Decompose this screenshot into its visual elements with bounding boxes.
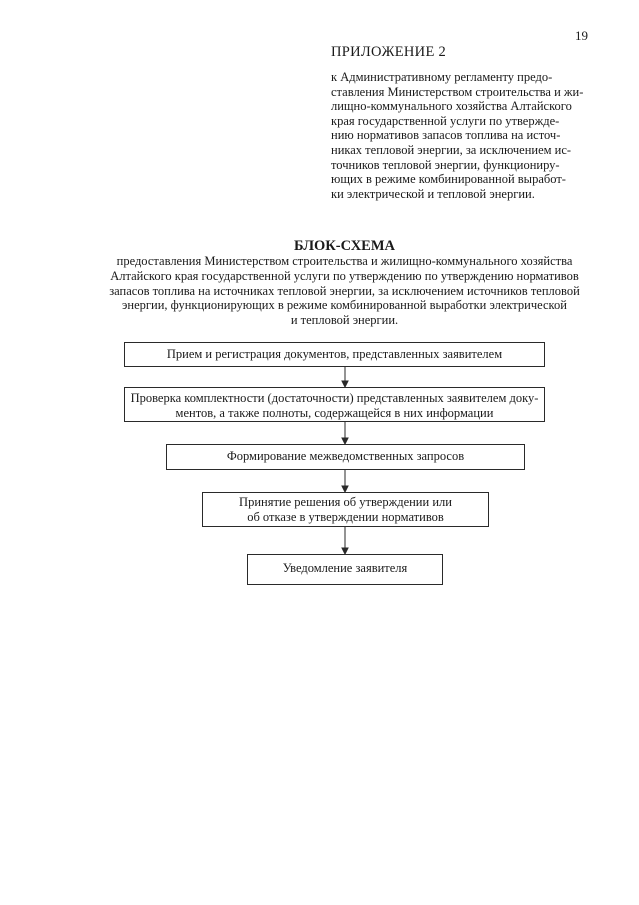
flow-step-text: Прием и регистрация документов, представленных заявителем	[166, 347, 503, 361]
scheme-subtitle-line: Алтайского края государственной услуги по утверждению по утверждению нормативов	[110, 268, 579, 283]
flow-step-text: ментов, а также полноты, содержащейся в них информации	[175, 406, 494, 420]
appendix-caption-line: точников тепловой энергии, функциониру-	[331, 157, 560, 172]
appendix-caption-line: никах тепловой энергии, за исключением ис-	[331, 142, 572, 157]
flow-step-verification	[124, 387, 545, 422]
scheme-title: БЛОК-СХЕМА	[293, 238, 396, 254]
flow-step-text: Формирование межведомственных запросов	[226, 449, 465, 463]
appendix-caption-line: нию нормативов запасов топлива на источ-	[331, 128, 561, 143]
appendix-caption-line: ки электрической и тепловой энергии.	[331, 186, 535, 201]
appendix-caption-line: ставления Министерством строительства и жи-	[331, 84, 584, 99]
scheme-subtitle-line: и тепловой энергии.	[290, 313, 399, 328]
flow-step-text: Уведомление заявителя	[282, 561, 408, 575]
appendix-caption-line: ющих в режиме комбинированной выработ-	[331, 172, 566, 187]
flow-step-requests	[166, 444, 525, 470]
appendix-caption-line: лищно-коммунального хозяйства Алтайского	[331, 99, 572, 114]
flow-step-decision	[202, 492, 489, 527]
scheme-subtitle-line: предоставления Министерством строительства и жилищно-коммунального хозяйства	[116, 254, 573, 268]
flow-arrow	[342, 367, 348, 387]
flow-arrow	[342, 527, 348, 554]
appendix-caption-line: к Административному регламенту предо-	[331, 70, 553, 84]
flow-step-notification	[247, 554, 443, 585]
page-number: 19	[575, 28, 588, 43]
flow-arrow	[342, 422, 348, 444]
scheme-subtitle-line: запасов топлива на источниках тепловой энергии, за исключением источников тепловой	[109, 283, 580, 298]
appendix-title: ПРИЛОЖЕНИЕ 2	[331, 44, 447, 60]
flow-step-text: об отказе в утверждении нормативов	[247, 510, 444, 524]
scheme-subtitle-line: энергии, функционирующих в режиме комбинированной выработки электрической	[122, 298, 567, 313]
flow-step-reception	[124, 342, 545, 367]
flow-step-text: Проверка комплектности (достаточности) представленных заявителем доку-	[130, 391, 539, 405]
appendix-caption-line: края государственной услуги по утвержде-	[331, 113, 560, 128]
flow-step-text: Принятие решения об утверждении или	[239, 495, 452, 509]
flow-arrow	[342, 470, 348, 492]
